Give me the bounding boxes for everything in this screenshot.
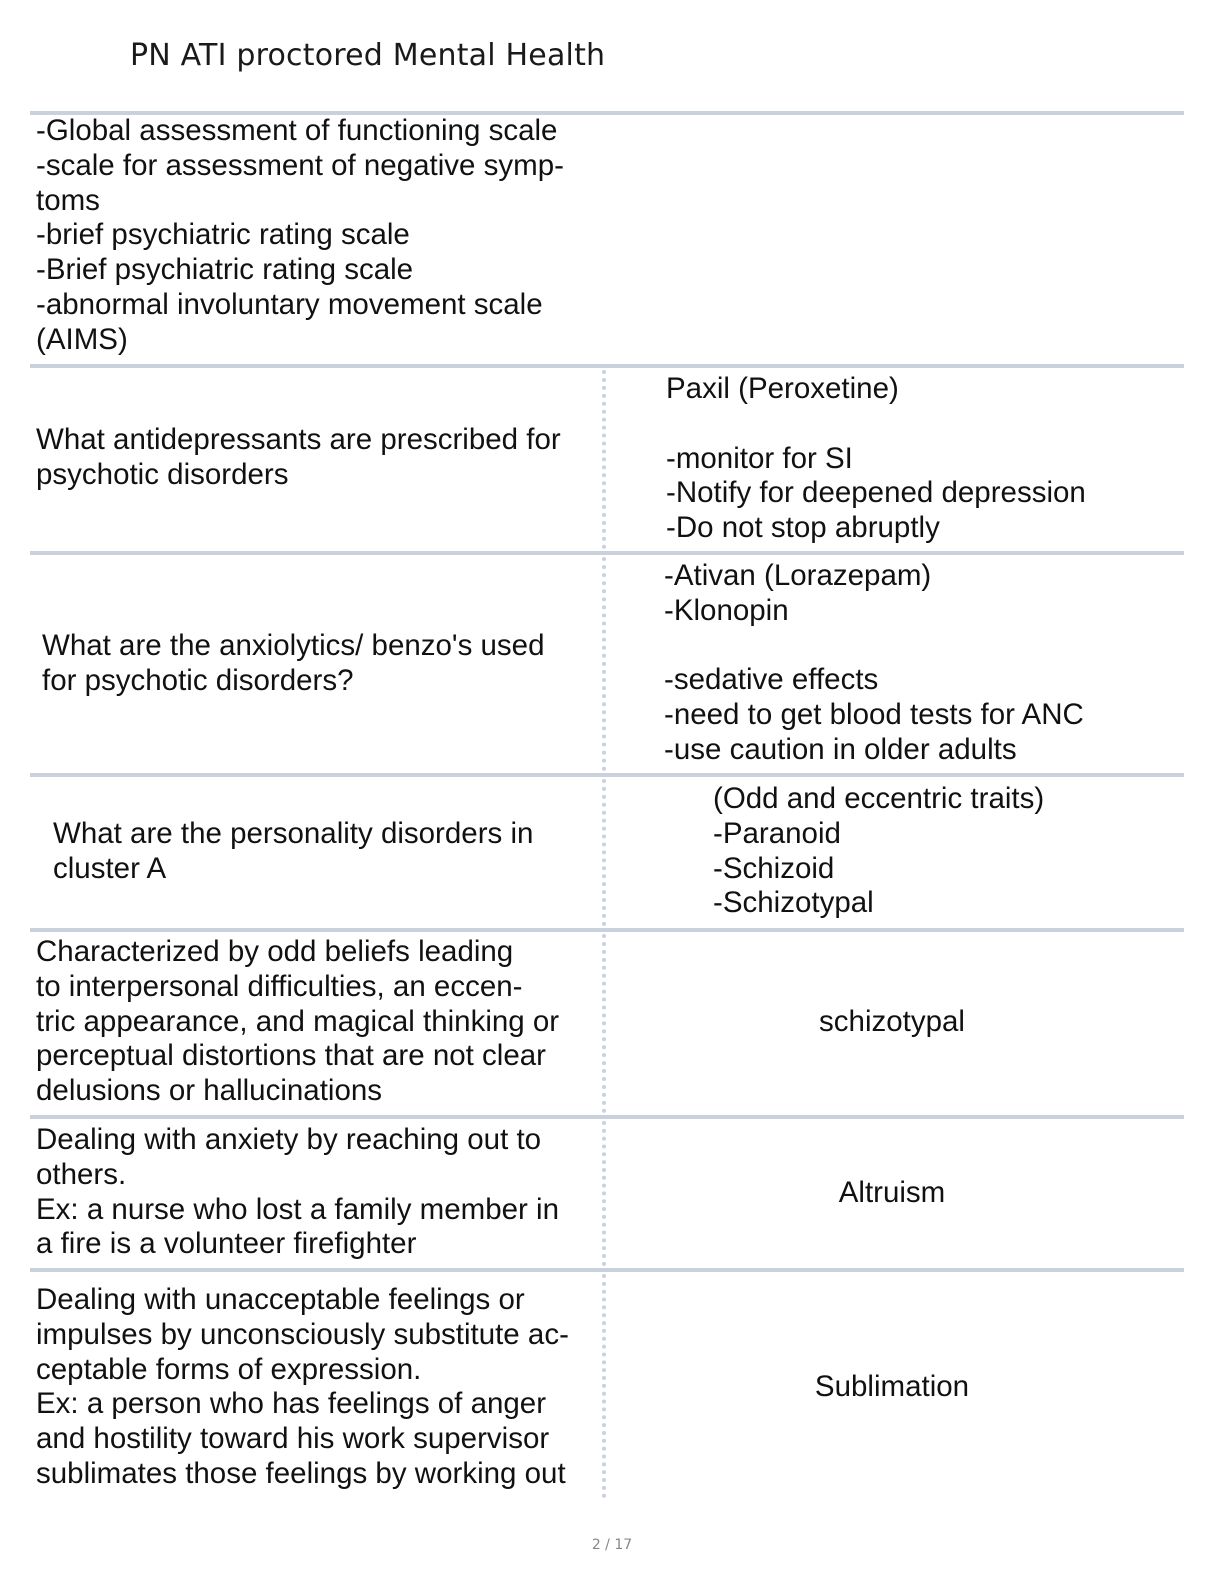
row-divider	[30, 773, 1184, 777]
row-divider	[30, 551, 1184, 555]
card-back: Sublimation	[814, 1370, 970, 1403]
card-back: Altruism	[838, 1176, 946, 1209]
card-back: schizotypal	[819, 1005, 965, 1038]
card-front: -Global assessment of functioning scale -scale for assessment of negative symp- toms -brief psychiatric rating scale -Brief psychiatric rating scale -abnormal involuntary movement scale (AIMS)	[36, 114, 564, 356]
card-back: (Odd and eccentric traits) -Paranoid -Schizoid -Schizotypal	[713, 782, 1045, 920]
card-back: -Ativan (Lorazepam) -Klonopin -sedative effects -need to get blood tests for ANC -use caution in older adults	[664, 559, 1084, 766]
card-back: Paxil (Peroxetine) -monitor for SI -Notify for deepened depression -Do not stop abruptly	[666, 372, 1086, 545]
card-front: Dealing with unacceptable feelings or impulses by unconsciously substitute ac- ceptable forms of expression. Ex: a person who has feelings of anger and hostility toward his work supervisor sublimates those feelings by working out	[36, 1283, 569, 1490]
row-divider	[30, 364, 1184, 368]
page-indicator: 2 / 17	[591, 1537, 633, 1553]
row-divider	[30, 1115, 1184, 1119]
card-front: What antidepressants are prescribed for psychotic disorders	[36, 423, 561, 491]
column-divider	[602, 934, 606, 1113]
card-front: What are the anxiolytics/ benzo's used for psychotic disorders?	[42, 629, 545, 697]
row-divider	[30, 1268, 1184, 1272]
column-divider	[602, 370, 606, 549]
card-front: What are the personality disorders in cluster A	[53, 817, 534, 885]
column-divider	[602, 779, 606, 926]
card-front: Dealing with anxiety by reaching out to others. Ex: a nurse who lost a family member in a fire is a volunteer firefighter	[36, 1123, 560, 1261]
column-divider	[602, 1121, 606, 1266]
card-front: Characterized by odd beliefs leading to interpersonal difficulties, an eccen- tric appearance, and magical thinking or perceptual distortions that are not clear delusions or hallucinations	[36, 935, 560, 1108]
document-title: PN ATI proctored Mental Health	[130, 38, 606, 73]
column-divider	[602, 1274, 606, 1498]
column-divider	[602, 557, 606, 771]
row-divider	[30, 928, 1184, 932]
